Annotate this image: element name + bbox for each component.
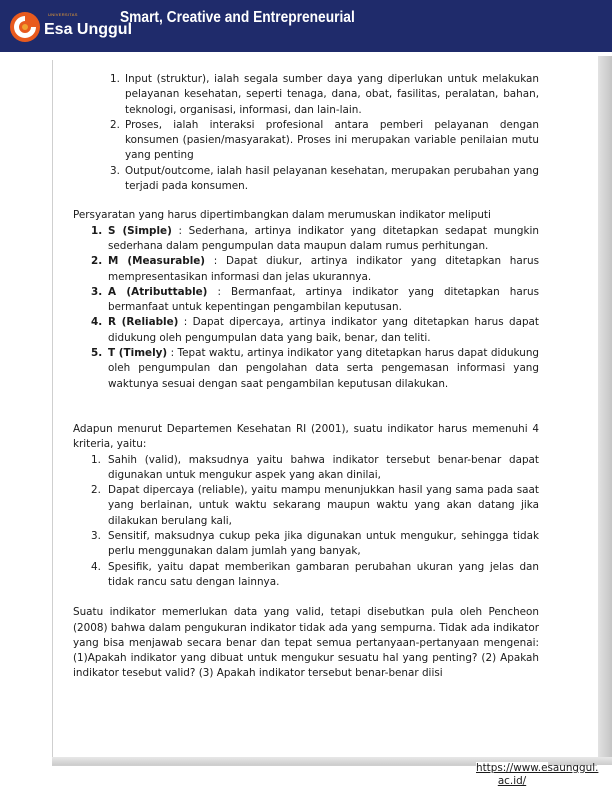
page-border-left [52, 60, 53, 765]
list-number: 1. [91, 453, 101, 466]
list-number: 2. [91, 255, 103, 268]
list-text: Sensitif, maksudnya cukup peka jika digunakan untuk mengukur, sehingga tidak perlu menggunakan dalam jumlah yang banyak, [108, 530, 539, 558]
footer-url[interactable] [476, 762, 599, 790]
list-item [73, 483, 539, 529]
list-item [73, 315, 539, 346]
footer-url-link-line2[interactable]: ac.id/ [497, 775, 527, 787]
list-item [73, 118, 539, 164]
logo-swirl-icon [8, 10, 42, 44]
tagline: Smart, Creative and Entrepreneurial [120, 9, 355, 26]
criteria-term: S (Simple) [108, 224, 172, 237]
page-shadow-right [598, 56, 612, 764]
logo-university-label: UNIVERSITAS [48, 12, 78, 17]
list-number: 5. [91, 347, 103, 360]
list-number: 4. [91, 316, 103, 329]
list-text: Dapat dipercaya (reliable), yaitu mampu menunjukkan hasil yang sama pada saat yang berlainan, untuk waktu sekarang maupun waktu yang akan datang jika dilakukan berulang kali, [108, 484, 539, 527]
list-number: 4. [91, 560, 101, 573]
list-text: : Tepat waktu, artinya indikator yang ditetapkan harus dapat didukung oleh pengumpulan dan pengolahan data serta pengemasan informasi yang waktunya sesuai dengan saat pengambilan keputusan dilakukan. [108, 347, 540, 390]
list-item [73, 254, 539, 285]
logo-name: Esa Unggul [44, 21, 133, 38]
list-number: 2. [91, 484, 101, 497]
list-text: Proses, ialah interaksi profesional antara pemberi pelayanan dengan konsumen (pasien/masyarakat). Proses ini merupakan variable penilaian mutu yang penting [125, 118, 539, 162]
list-text: : Dapat diukur, artinya indikator yang ditetapkan harus mempresentasikan informasi dan jelas ukurannya. [108, 255, 539, 283]
list-text: Output/outcome, ialah hasil pelayanan kesehatan, merupakan perubahan yang terjadi pada konsumen. [125, 164, 539, 193]
list-text: Spesifik, yaitu dapat memberikan gambaran perubahan ukuran yang jelas dan tidak rancu satu dengan lainnya. [108, 560, 539, 588]
depkes-criteria-list [73, 453, 539, 591]
criteria-term: T (Timely) [108, 347, 168, 360]
list-number: 3. [91, 530, 101, 543]
footer-url-link-line1[interactable]: https://www.esaunggul. [476, 762, 599, 774]
list-item [73, 164, 539, 195]
paragraph-depkes-criteria: Adapun menurut Departemen Kesehatan RI (2001), suatu indikator harus memenuhi 4 kriteria, yaitu: [73, 422, 539, 451]
list-item [73, 72, 539, 118]
list-number: 3. [91, 285, 103, 298]
header-banner [0, 0, 612, 52]
smart-criteria-list [73, 224, 539, 392]
paragraph-requirements: Persyaratan yang harus dipertimbangkan dalam merumuskan indikator meliputi [73, 209, 491, 222]
list-item [73, 560, 539, 591]
quality-components-list [73, 72, 539, 194]
paragraph-pencheon: Suatu indikator memerlukan data yang valid, tetapi disebutkan pula oleh Pencheon (2008) bahwa dalam pengukuran indikator tidak ada yang sempurna. Tidak ada indikator yang bisa menjawab secara benar dan tepat semua pertanyaan-pertanyaan mengenai: (1)Apakah indikator yang dibuat untuk mengukur sesuatu hal yang penting? (2) Apakah indikator tesebut valid? (3) Apakah indikator tersebut benar-benar diisi [73, 606, 539, 680]
list-text: : Dapat dipercaya, artinya indikator yang ditetapkan harus dapat didukung oleh pengumpulan data yang baik, benar, dan teliti. [108, 316, 539, 344]
list-item [73, 453, 539, 484]
document-body [73, 72, 539, 682]
list-text: : Sederhana, artinya indikator yang ditetapkan sedapat mungkin sederhana dalam pengumpulan data maupun dalam rumus perhitungan. [108, 224, 539, 252]
university-logo[interactable] [8, 7, 133, 47]
list-text: Sahih (valid), maksudnya yaitu bahwa indikator tersebut benar-benar dapat digunakan untuk mengukur aspek yang akan dinilai, [108, 453, 539, 481]
list-item [73, 224, 539, 255]
criteria-term: A (Atributtable) [108, 285, 208, 298]
criteria-term: R (Reliable) [108, 316, 179, 329]
list-text: Input (struktur), ialah segala sumber daya yang diperlukan untuk melakukan pelayanan kesehatan, seperti tenaga, dana, obat, fasilitas, peralatan, bahan, teknologi, organisasi, informasi, dan lain-lain. [125, 73, 539, 116]
list-number: 3. [110, 164, 120, 177]
list-item [73, 285, 539, 316]
list-item [73, 346, 539, 392]
list-number: 2. [110, 118, 120, 131]
list-number: 1. [110, 73, 120, 85]
list-number: 1. [91, 224, 103, 237]
list-text: : Bermanfaat, artinya indikator yang ditetapkan harus bermanfaat untuk kepentingan pengambilan keputusan. [108, 285, 540, 314]
list-item [73, 529, 539, 560]
criteria-term: M (Measurable) [108, 255, 206, 268]
